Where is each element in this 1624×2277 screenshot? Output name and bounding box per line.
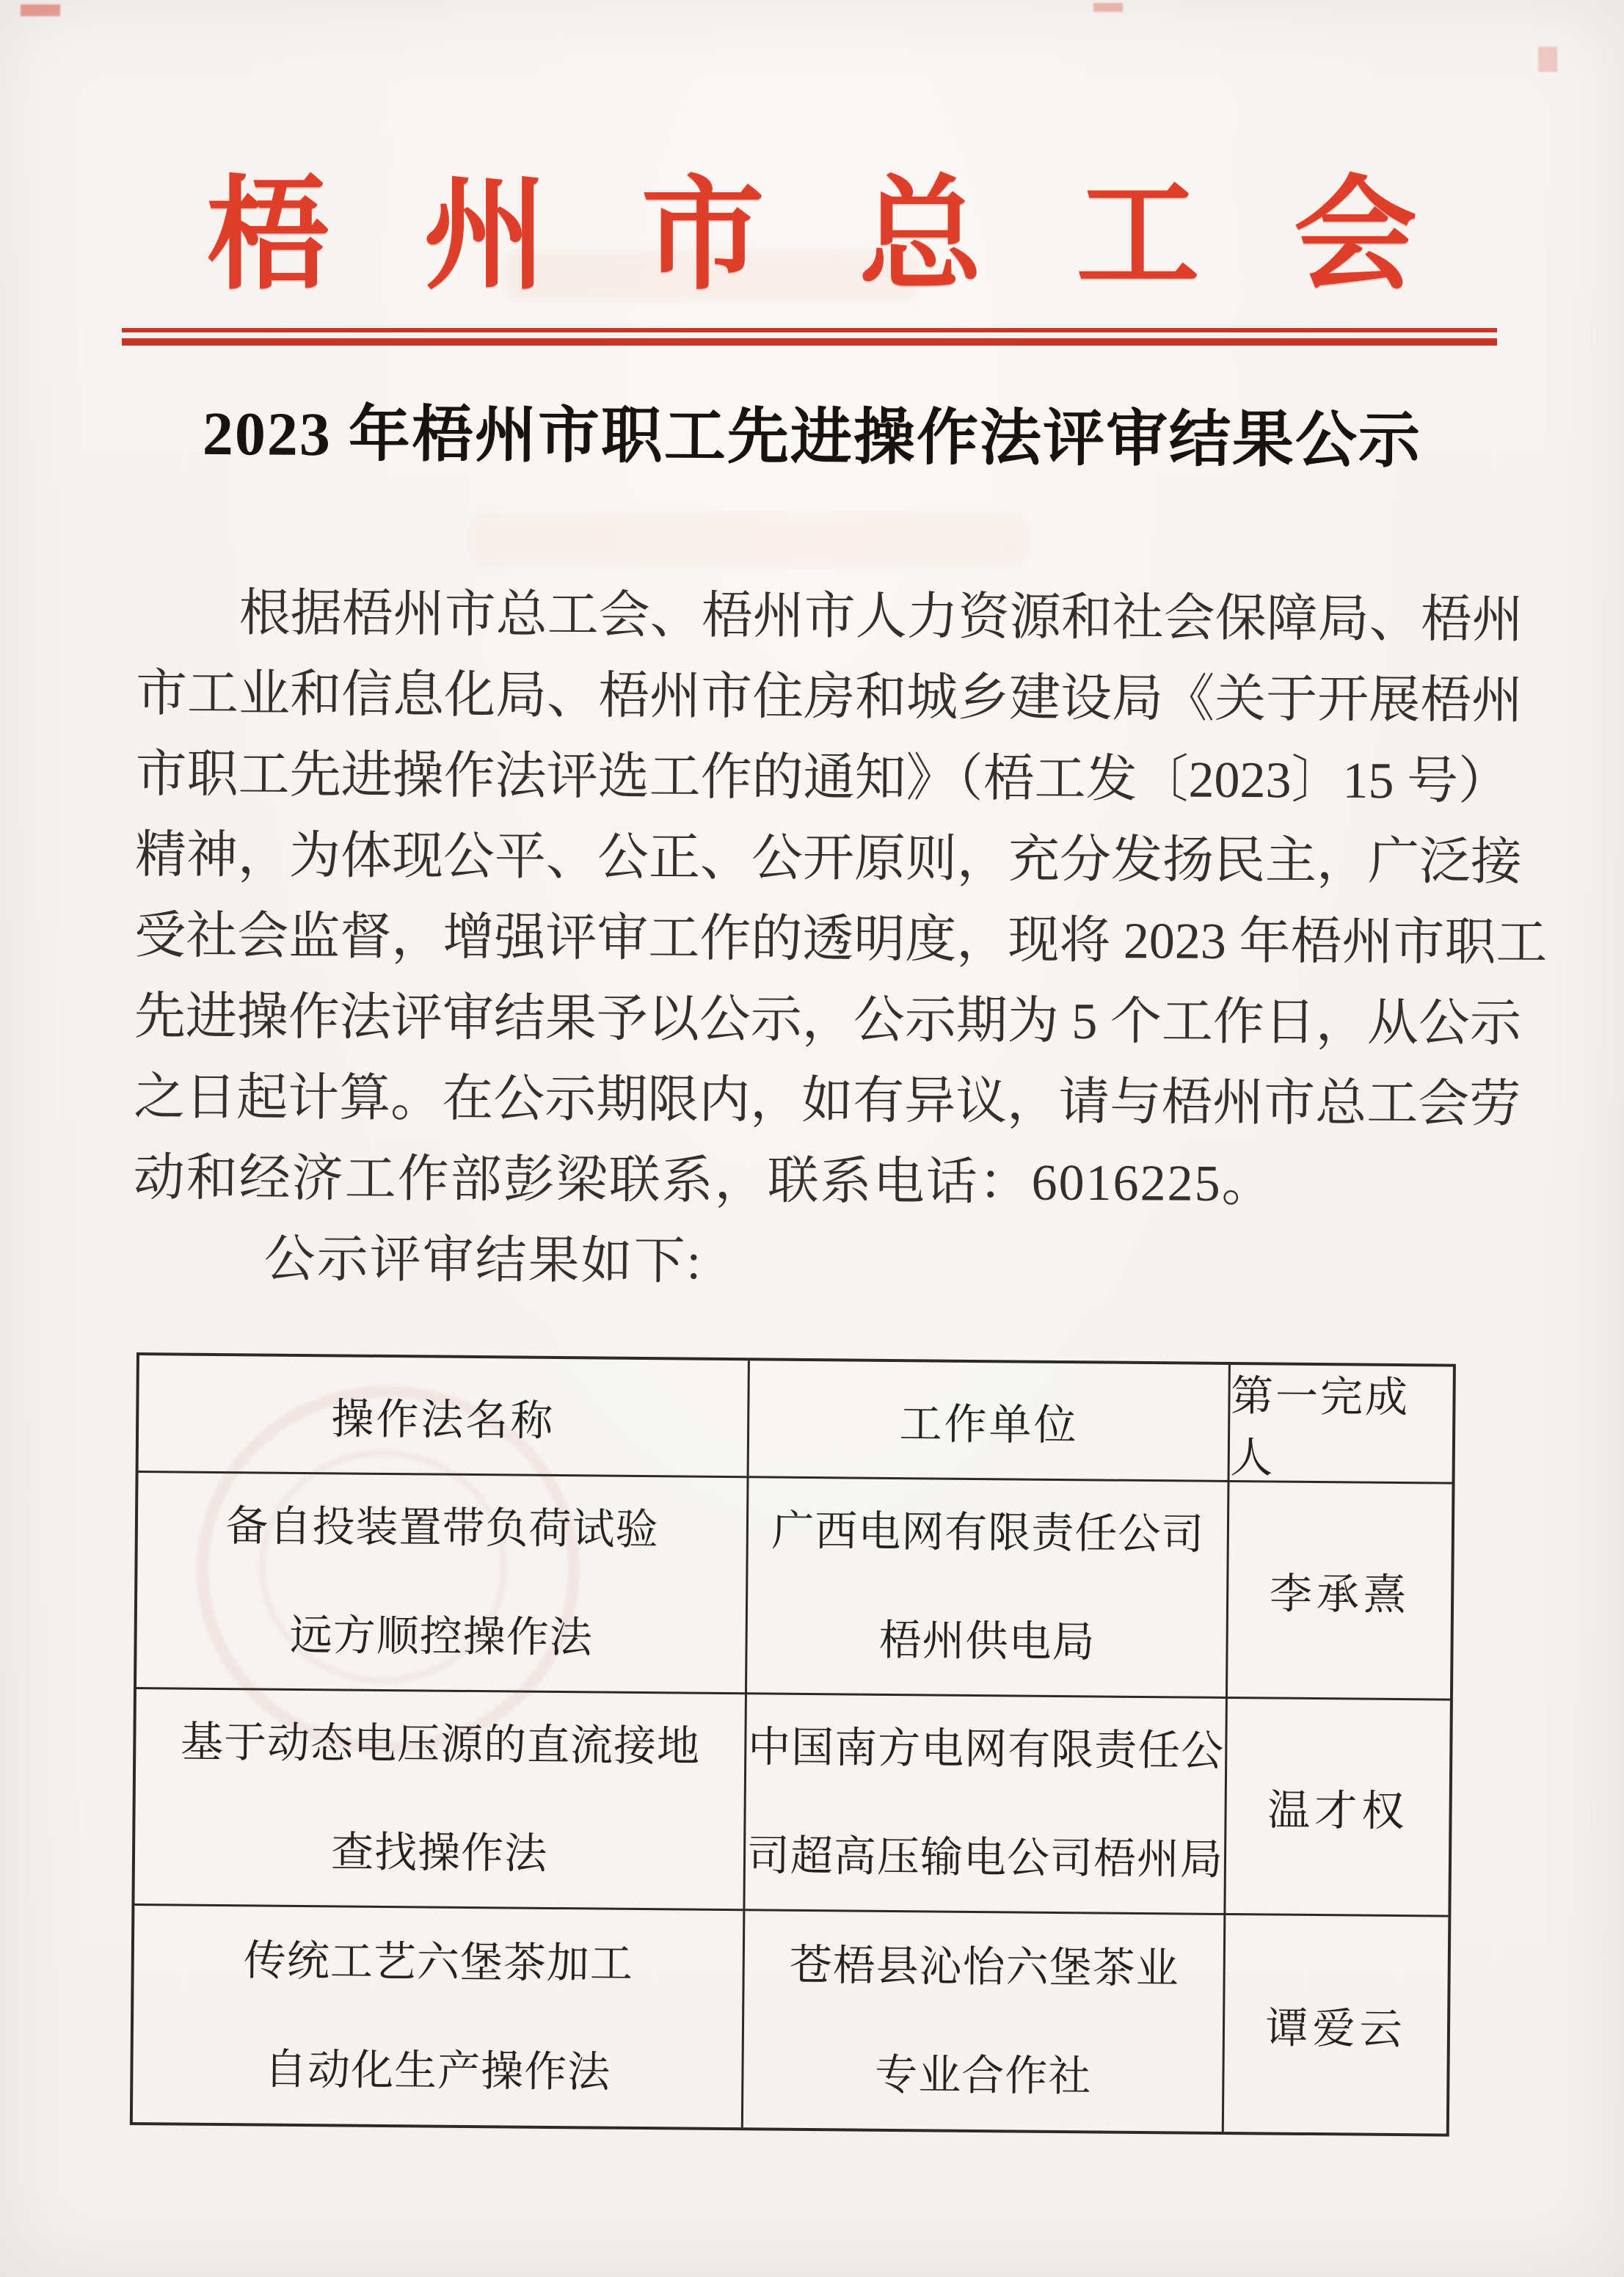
cell-person: 李承熹	[1228, 1482, 1452, 1701]
column-header-unit: 工作单位	[749, 1360, 1231, 1482]
column-header-person: 第一完成人	[1230, 1365, 1453, 1484]
document-title: 2023 年梧州市职工先进操作法评审结果公示	[202, 399, 1422, 476]
cell-method: 基于动态电压源的直流接地 查找操作法	[134, 1689, 747, 1911]
table-header-row	[139, 1355, 1453, 1484]
red-rule-thick	[122, 338, 1497, 346]
body-paragraph	[133, 573, 1548, 1307]
cell-person: 谭爱云	[1265, 2003, 1408, 2053]
scan-speck	[1538, 47, 1557, 72]
cell-person: 温才权	[1226, 1699, 1450, 1917]
letterhead-title: 梧 州 市 总 工 会	[206, 168, 1417, 305]
red-rule-thin	[122, 328, 1497, 332]
body-line: 精神，为体现公平、公正、公开原则，充分发扬民主，广泛接	[134, 827, 1523, 892]
ink-bleed-ghost	[470, 514, 1027, 566]
cell-method: 备自投装置带负荷试验 远方顺控操作法	[136, 1473, 749, 1694]
body-line: 先进操作法评审结果予以公示，公示期为 5 个工作日，从公示	[134, 988, 1522, 1053]
table-row	[136, 1473, 1452, 1701]
cell-unit: 苍梧县沁怡六堡茶业 专业合作社	[743, 1911, 1226, 2132]
cell-unit: 中国南方电网有限责任公 司超高压输电公司梧州局	[746, 1694, 1228, 1915]
body-line: 动和经济工作部彭梁联系，联系电话：6016225。	[133, 1150, 1275, 1213]
table-row	[134, 1689, 1450, 1917]
scan-speck	[21, 4, 60, 16]
body-line: 市职工先进操作法评选工作的通知》（梧工发〔2023〕15 号）	[135, 746, 1510, 810]
column-header-method: 操作法名称	[139, 1355, 751, 1478]
body-line: 市工业和信息化局、梧州市住房和城乡建设局《关于开展梧州	[135, 666, 1523, 730]
results-intro: 公示评审结果如下:	[263, 1231, 703, 1291]
body-line: 之日起计算。在公示期限内，如有异议，请与梧州市总工会劳	[134, 1069, 1521, 1134]
body-line: 受社会监督，增强评审工作的透明度，现将 2023 年梧州市职工	[134, 908, 1548, 972]
body-line: 根据梧州市总工会、梧州市人力资源和社会保障局、梧州	[238, 585, 1523, 649]
results-table	[130, 1352, 1456, 2137]
cell-method: 传统工艺六堡茶加工 自动化生产操作法	[133, 1906, 746, 2127]
table-row	[133, 1906, 1449, 2134]
scan-speck	[1093, 3, 1123, 12]
cell-unit: 广西电网有限责任公司 梧州供电局	[747, 1478, 1230, 1699]
